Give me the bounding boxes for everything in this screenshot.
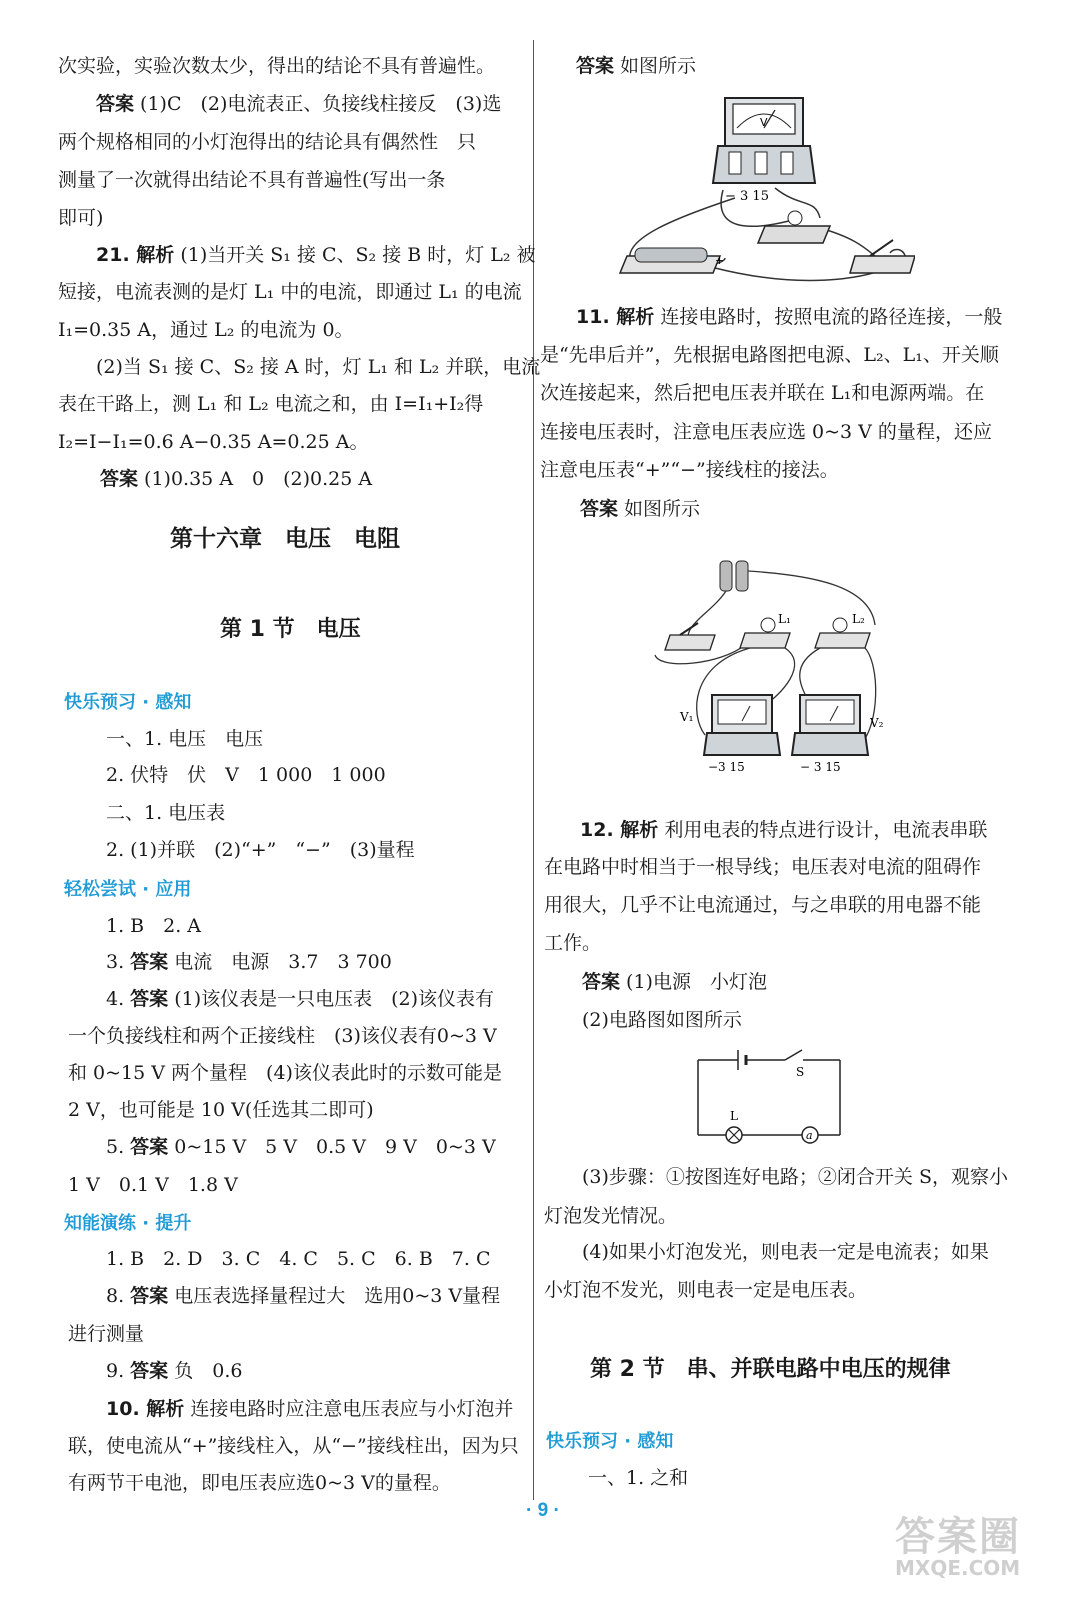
left-text-line: 一、1. 电压 电压 [106,728,264,750]
figure-circuit-diagram [690,1045,850,1150]
left-text-line: 3. 答案 电流 电源 3.7 3 700 [106,951,392,973]
section-title-1: 第 1 节 电压 [220,617,361,642]
left-text-line: 两个规格相同的小灯泡得出的结论具有偶然性 只 [58,131,477,153]
left-text-line: 9. 答案 负 0.6 [106,1360,243,1382]
left-text-line: 次实验，实验次数太少，得出的结论不具有普遍性。 [58,55,496,77]
right-text-line: 是“先串后并”，先根据电路图把电源、L₂、L₁、开关顺 [540,344,999,366]
meter-a-scale: −3 15 [708,760,745,774]
left-text-line: 一个负接线柱和两个正接线柱 (3)该仪表有0~3 V [68,1025,497,1047]
right-text-line: 小灯泡不发光，则电表一定是电压表。 [544,1279,868,1301]
left-text-line: 答案 (1)C (2)电流表正、负接线柱接反 (3)选 [96,93,502,115]
lamp-label: L [730,1109,738,1123]
left-text-line: 1. B 2. D 3. C 4. C 5. C 6. B 7. C [106,1248,491,1270]
meter-symbol: a [806,1129,813,1142]
meter1-scale-label: − 3 15 [725,189,769,204]
section-title-2: 第 2 节 串、并联电路中电压的规律 [590,1357,951,1382]
right-text-line: 灯泡发光情况。 [544,1205,678,1227]
right-text-line: 11. 解析 连接电路时，按照电流的路径连接，一般 [576,306,1003,328]
left-text-line: 有两节干电池，即电压表应选0~3 V的量程。 [68,1472,451,1494]
meter-b-scale: − 3 15 [800,760,841,774]
right-text-line: 答案 (1)电源 小灯泡 [582,971,767,993]
left-text-line: 4. 答案 (1)该仪表是一只电压表 (2)该仪表有 [106,988,495,1010]
right-text-line: 一、1. 之和 [588,1467,689,1489]
left-text-line: 短接，电流表测的是灯 L₁ 中的电流，即通过 L₁ 的电流 [58,281,522,303]
left-text-line: I₁=0.35 A，通过 L₂ 的电流为 0。 [58,319,354,341]
figure-voltmeter-circuit [615,88,915,293]
right-text-line: 答案 如图所示 [580,498,701,520]
right-text-line: 答案 如图所示 [576,55,697,77]
right-text-line: 次连接起来，然后把电压表并联在 L₁和电源两端。在 [540,382,985,404]
left-text-line: 进行测量 [68,1323,145,1345]
left-text-line: 2 V，也可能是 10 V(任选其二即可) [68,1099,374,1121]
left-text-line: (2)当 S₁ 接 C、S₂ 接 A 时，灯 L₁ 和 L₂ 并联，电流 [96,356,541,378]
left-text-line: 二、1. 电压表 [106,802,226,824]
left-text-line: 1. B 2. A [106,915,202,937]
figure-two-voltmeters [650,555,900,780]
meter1-face-label: V [760,116,768,129]
left-text-line: 2. 伏特 伏 V 1 000 1 000 [106,764,386,786]
lamp2-label: L₂ [852,612,865,626]
right-text-line: 工作。 [544,932,602,954]
left-text-line: 和 0~15 V 两个量程 (4)该仪表此时的示数可能是 [68,1062,502,1084]
left-text-line: 即可) [58,207,104,229]
section-label-practice: 知能演练 · 提升 [64,1213,192,1234]
section-label-preview-2: 快乐预习 · 感知 [546,1431,674,1452]
left-text-line: 1 V 0.1 V 1.8 V [68,1174,238,1196]
left-text-line: I₂=I−I₁=0.6 A−0.35 A=0.25 A。 [58,431,369,453]
left-text-line: 8. 答案 电压表选择量程过大 选用0~3 V量程 [106,1285,501,1307]
left-text-line: 联，使电流从“+”接线柱入，从“−”接线柱出，因为只 [68,1435,519,1457]
section-label-try: 轻松尝试 · 应用 [64,879,192,900]
right-text-line: (3)步骤：①按图连好电路；②闭合开关 S，观察小 [582,1166,1008,1188]
left-text-line: 5. 答案 0~15 V 5 V 0.5 V 9 V 0~3 V [106,1136,496,1158]
left-text-line: 21. 解析 (1)当开关 S₁ 接 C、S₂ 接 B 时，灯 L₂ 被 [96,244,536,266]
v1-label: V₁ [680,710,694,724]
right-text-line: 连接电压表时，注意电压表应选 0~3 V 的量程，还应 [540,421,992,443]
right-text-line: 在电路中时相当于一根导线；电压表对电流的阻碍作 [544,856,982,878]
switch-label: S [796,1065,805,1079]
v2-label: V₂ [870,716,884,730]
lamp1-label: L₁ [778,612,791,626]
right-text-line: 注意电压表“+”“−”接线柱的接法。 [540,459,839,481]
right-text-line: (2)电路图如图所示 [582,1009,742,1031]
battery-plus-label: + [715,254,725,267]
page-number: · 9 · [526,1500,560,1521]
left-text-line: 表在干路上，测 L₁ 和 L₂ 电流之和，由 I=I₁+I₂得 [58,393,484,415]
right-text-line: 用很大，几乎不让电流通过，与之串联的用电器不能 [544,894,982,916]
section-label-preview: 快乐预习 · 感知 [64,692,192,713]
right-text-line: 12. 解析 利用电表的特点进行设计，电流表串联 [580,819,988,841]
left-text-line: 答案 (1)0.35 A 0 (2)0.25 A [100,468,373,490]
left-text-line: 10. 解析 连接电路时应注意电压表应与小灯泡并 [106,1398,514,1420]
watermark-logo: 答案圈 MXQE.COM [895,1514,1021,1580]
left-text-line: 2. (1)并联 (2)“+” “−” (3)量程 [106,839,415,861]
right-text-line: (4)如果小灯泡发光，则电表一定是电流表；如果 [582,1241,989,1263]
chapter-title: 第十六章 电压 电阻 [170,526,400,552]
left-text-line: 测量了一次就得出结论不具有普遍性(写出一条 [58,169,446,191]
